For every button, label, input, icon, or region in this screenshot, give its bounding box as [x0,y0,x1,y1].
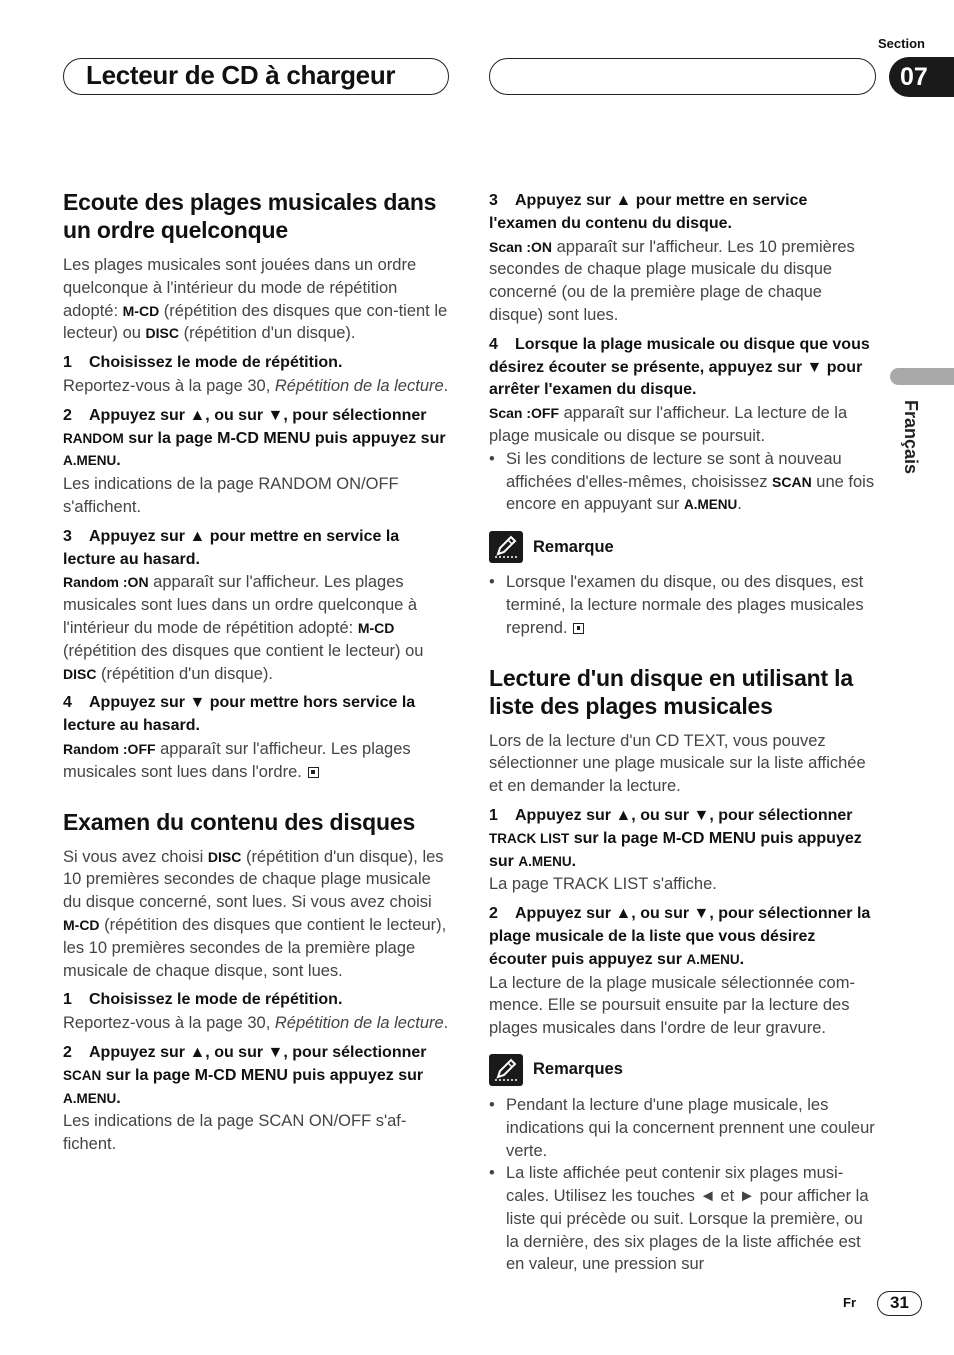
notes-item-1: • Pendant la lecture d'une plage musicale, les indications qui la concernent prennent une couleur verte. [489,1094,877,1162]
right-column [489,190,877,1276]
random-step-4-body: Random :OFF apparaît sur l'afficheur. Les plages musicales sont lues dans l'ordre. [63,739,411,781]
scan-step-2: 2 Appuyez sur ▲, ou sur ▼, pour sélectionner SCAN sur la page M-CD MENU puis appuyez sur A.MENU. [63,1043,427,1107]
page-title: Lecteur de CD à chargeur [86,60,396,90]
scan-step-1-body: Reportez-vous à la page 30, Répétition de la lecture. [63,1014,449,1033]
track-list-step-1-body: La page TRACK LIST s'affiche. [489,875,717,894]
notes-heading: Remarques [489,1054,877,1086]
section-heading-scan: Examen du contenu des disques [63,808,416,835]
scan-step-4-body: Scan :OFF apparaît sur l'afficheur. La lecture de la plage musicale ou disque se poursuit. [489,404,848,445]
section-number: 07 [889,57,954,97]
language-tab-label: Français [901,400,921,475]
note-pencil-icon [489,531,523,563]
section-label: Section [878,36,925,51]
track-list-step-1: 1 Appuyez sur ▲, ou sur ▼, pour sélectionner TRACK LIST sur la page M-CD MENU puis appuyez sur A.MENU. [489,806,862,870]
random-step-2-body: Les indications de la page RANDOM ON/OFF s'affichent. [63,475,399,516]
note-heading: Remarque [489,531,877,563]
notes-item-2: • La liste affichée peut contenir six plages musi-cales. Utilisez les touches ◄ et ► pour afficher la liste qui précède ou suit. Lorsque la première, ou la dernière, des six plages de la liste affichée est en valeur, une pression sur [489,1162,877,1276]
stop-icon [573,623,584,634]
track-list-intro: Lors de la lecture d'un CD TEXT, vous pouvez sélectionner une plage musicale sur la liste affichée et en demander la lecture. [489,731,866,796]
section-heading-track-list: Lecture d'un disque en utilisant la liste des plages musicales [489,664,853,719]
footer-language: Fr [843,1295,856,1310]
random-step-3-body: Random :ON apparaît sur l'afficheur. Les plages musicales sont lues dans un ordre quelconque à l'intérieur du mode de répétition adopté: M-CD (répétition des disques que contient le lecteur) ou DISC (répétition d'un disque). [63,573,424,683]
scan-step-4: 4 Lorsque la plage musicale ou disque que vous désirez écouter se présente, appuyez sur ▼ pour arrêter l'examen du disque. [489,335,870,399]
scan-step-3-body: Scan :ON apparaît sur l'afficheur. Les 10 premières secondes de chaque plage musicale du disque concerné (ou de la première plage de chaque disque) sont lues. [489,237,855,324]
random-step-1-body: Reportez-vous à la page 30, Répétition de la lecture. [63,376,449,395]
section-heading-random: Ecoute des plages musicales dans un ordre quelconque [63,189,437,243]
language-tab-marker [890,368,954,385]
track-list-step-2: 2 Appuyez sur ▲, ou sur ▼, pour sélectionner la plage musicale de la liste que vous désirez écouter puis appuyez sur A.MENU. [489,905,871,968]
page-number: 31 [877,1291,922,1316]
note-item: • Lorsque l'examen du disque, ou des disques, est terminé, la lecture normale des plages musicales reprend. [489,571,877,639]
random-step-4: 4 Appuyez sur ▼ pour mettre hors service la lecture au hasard. [63,694,416,735]
scan-step-4-bullet: • Si les conditions de lecture se sont à nouveau affichées d'elles-mêmes, choisissez SCAN une fois encore en appuyant sur A.MENU. [489,448,877,517]
random-step-3: 3 Appuyez sur ▲ pour mettre en service la lecture au hasard. [63,527,400,568]
random-step-1: 1 Choisissez le mode de répétition. [63,354,343,372]
random-step-2: 2 Appuyez sur ▲, ou sur ▼, pour sélectionner RANDOM sur la page M-CD MENU puis appuyez sur A.MENU. [63,406,446,470]
track-list-step-2-body: La lecture de la plage musicale sélectionnée com-mence. Elle se poursuit ensuite par la lecture des plages musicales dans l'ordre de leur gravure. [489,973,855,1038]
blank-header-frame [489,58,876,95]
scan-step-1: 1 Choisissez le mode de répétition. [63,991,343,1009]
scan-step-3: 3 Appuyez sur ▲ pour mettre en service l'examen du contenu du disque. [489,192,808,232]
left-column [63,188,451,1156]
random-intro: Les plages musicales sont jouées dans un ordre quelconque à l'intérieur du mode de répétition adopté: M-CD (répétition des disques que con-tient le lecteur) ou DISC (répétition d'un disque). [63,256,448,343]
stop-icon [308,767,319,778]
note-pencil-icon [489,1054,523,1086]
scan-intro: Si vous avez choisi DISC (répétition d'un disque), les 10 premières secondes de chaque plage musicale du disque concerné, sont lues. Si vous avez choisi M-CD (répétition des disques que contient le lecteur), les 10 premières secondes de la première plage musicale de chaque disque, sont lues. [63,847,447,980]
scan-step-2-body: Les indications de la page SCAN ON/OFF s'af-fichent. [63,1112,407,1154]
